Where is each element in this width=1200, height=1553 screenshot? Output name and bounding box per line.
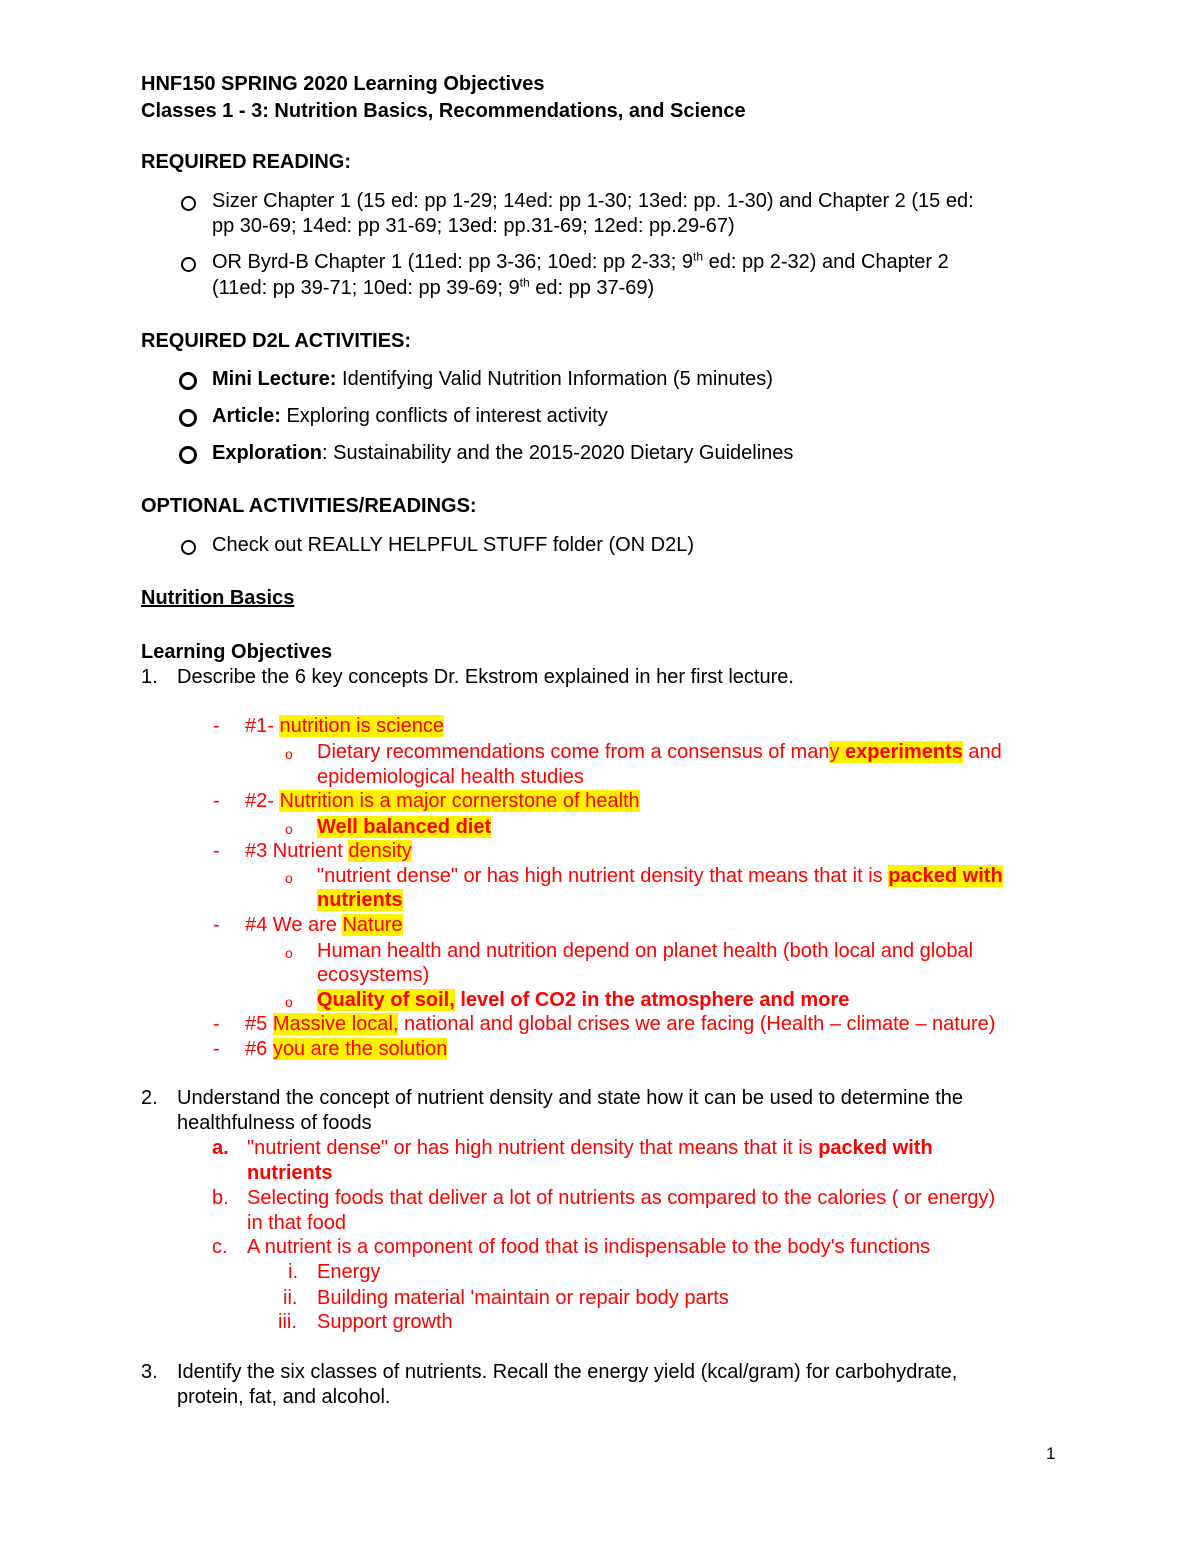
objective-number: 3. bbox=[141, 1361, 158, 1383]
circle-bullet-icon bbox=[181, 257, 196, 272]
required-reading-heading: REQUIRED READING: bbox=[141, 151, 352, 173]
objective-2-item-b: Selecting foods that deliver a lot of nutrients as compared to the calories ( or energy) bbox=[247, 1187, 996, 1209]
d2l-item-mini-lecture: Mini Lecture: Identifying Valid Nutrition Information (5 minutes) bbox=[212, 368, 773, 390]
concept-3: #3 Nutrient density bbox=[245, 840, 412, 862]
sub-bullet: o bbox=[285, 821, 293, 837]
roman-label-ii: ii. bbox=[283, 1287, 298, 1309]
circle-bullet-icon bbox=[179, 446, 197, 464]
section-title: Nutrition Basics bbox=[141, 587, 295, 609]
objective-2-item-b-line-2: in that food bbox=[247, 1212, 346, 1234]
item-label-b: b. bbox=[212, 1187, 229, 1209]
objective-3-line-2: protein, fat, and alcohol. bbox=[177, 1386, 391, 1408]
objective-1-text: Describe the 6 key concepts Dr. Ekstrom explained in her first lecture. bbox=[177, 666, 794, 688]
dash-bullet: - bbox=[213, 914, 220, 936]
dash-bullet: - bbox=[213, 715, 220, 737]
objective-2-item-c-iii: Support growth bbox=[317, 1311, 453, 1333]
reading-item-1-line-1: Sizer Chapter 1 (15 ed: pp 1-29; 14ed: pp 1-30; 13ed: pp. 1-30) and Chapter 2 (15 ed: bbox=[212, 190, 974, 212]
objective-2-item-c-i: Energy bbox=[317, 1261, 381, 1283]
concept-4: #4 We are Nature bbox=[245, 914, 403, 936]
sub-bullet: o bbox=[285, 746, 293, 762]
objective-2-line-1: Understand the concept of nutrient density and state how it can be used to determine the bbox=[177, 1087, 964, 1109]
dash-bullet: - bbox=[213, 1013, 220, 1035]
concept-1: #1- nutrition is science bbox=[245, 715, 444, 737]
objective-3-line-1: Identify the six classes of nutrients. Recall the energy yield (kcal/gram) for carbohydrate, bbox=[177, 1361, 958, 1383]
objective-2-line-2: healthfulness of foods bbox=[177, 1112, 372, 1134]
roman-label-i: i. bbox=[288, 1261, 298, 1283]
sub-bullet: o bbox=[285, 870, 293, 886]
concept-3-detail: "nutrient dense" or has high nutrient density that means that it is packed with bbox=[317, 865, 1003, 887]
d2l-item-exploration: Exploration: Sustainability and the 2015-2020 Dietary Guidelines bbox=[212, 442, 794, 464]
document-title: HNF150 SPRING 2020 Learning Objectives bbox=[141, 73, 545, 95]
concept-1-detail-line-2: epidemiological health studies bbox=[317, 766, 584, 788]
dash-bullet: - bbox=[213, 1038, 220, 1060]
objective-2-item-a: "nutrient dense" or has high nutrient density that means that it is packed with bbox=[247, 1137, 933, 1159]
concept-2: #2- Nutrition is a major cornerstone of health bbox=[245, 790, 640, 812]
objective-2-item-c: A nutrient is a component of food that is indispensable to the body's functions bbox=[247, 1236, 931, 1258]
document-subtitle: Classes 1 - 3: Nutrition Basics, Recommendations, and Science bbox=[141, 100, 746, 122]
sub-bullet: o bbox=[285, 945, 293, 961]
concept-6: #6 you are the solution bbox=[245, 1038, 448, 1060]
concept-4-detail-1: Human health and nutrition depend on planet health (both local and global bbox=[317, 940, 974, 962]
concept-1-detail: Dietary recommendations come from a consensus of many experiments and bbox=[317, 741, 1002, 763]
item-label-c: c. bbox=[212, 1236, 228, 1258]
optional-heading: OPTIONAL ACTIVITIES/READINGS: bbox=[141, 495, 477, 517]
concept-2-detail: Well balanced diet bbox=[317, 816, 492, 838]
dash-bullet: - bbox=[213, 840, 220, 862]
reading-item-2-line-2: (11ed: pp 39-71; 10ed: pp 39-69; 9th ed: pp 37-69) bbox=[212, 275, 655, 299]
objective-number: 2. bbox=[141, 1087, 158, 1109]
concept-4-detail-2: Quality of soil, level of CO2 in the atmosphere and more bbox=[317, 989, 850, 1011]
circle-bullet-icon bbox=[181, 540, 196, 555]
reading-item-2-line-1: OR Byrd-B Chapter 1 (11ed: pp 3-36; 10ed: pp 2-33; 9th ed: pp 2-32) and Chapter 2 bbox=[212, 249, 949, 273]
concept-3-detail-line-2: nutrients bbox=[317, 889, 403, 911]
learning-objectives-heading: Learning Objectives bbox=[141, 641, 333, 663]
optional-item: Check out REALLY HELPFUL STUFF folder (ON D2L) bbox=[212, 534, 695, 556]
sub-bullet: o bbox=[285, 994, 293, 1010]
concept-4-detail-1-line-2: ecosystems) bbox=[317, 964, 430, 986]
d2l-activities-heading: REQUIRED D2L ACTIVITIES: bbox=[141, 330, 412, 352]
concept-5: #5 Massive local, national and global crises we are facing (Health – climate – nature) bbox=[245, 1013, 996, 1035]
roman-label-iii: iii. bbox=[278, 1311, 297, 1333]
page-number: 1 bbox=[1046, 1444, 1056, 1463]
objective-2-item-c-ii: Building material 'maintain or repair body parts bbox=[317, 1287, 729, 1309]
objective-number: 1. bbox=[141, 666, 158, 688]
reading-item-1-line-2: pp 30-69; 14ed: pp 31-69; 13ed: pp.31-69; 12ed: pp.29-67) bbox=[212, 215, 735, 237]
item-label-a: a. bbox=[212, 1137, 229, 1159]
d2l-item-article: Article: Exploring conflicts of interest activity bbox=[212, 405, 608, 427]
circle-bullet-icon bbox=[181, 196, 196, 211]
dash-bullet: - bbox=[213, 790, 220, 812]
circle-bullet-icon bbox=[179, 409, 197, 427]
circle-bullet-icon bbox=[179, 372, 197, 390]
objective-2-item-a-line-2: nutrients bbox=[247, 1162, 333, 1184]
